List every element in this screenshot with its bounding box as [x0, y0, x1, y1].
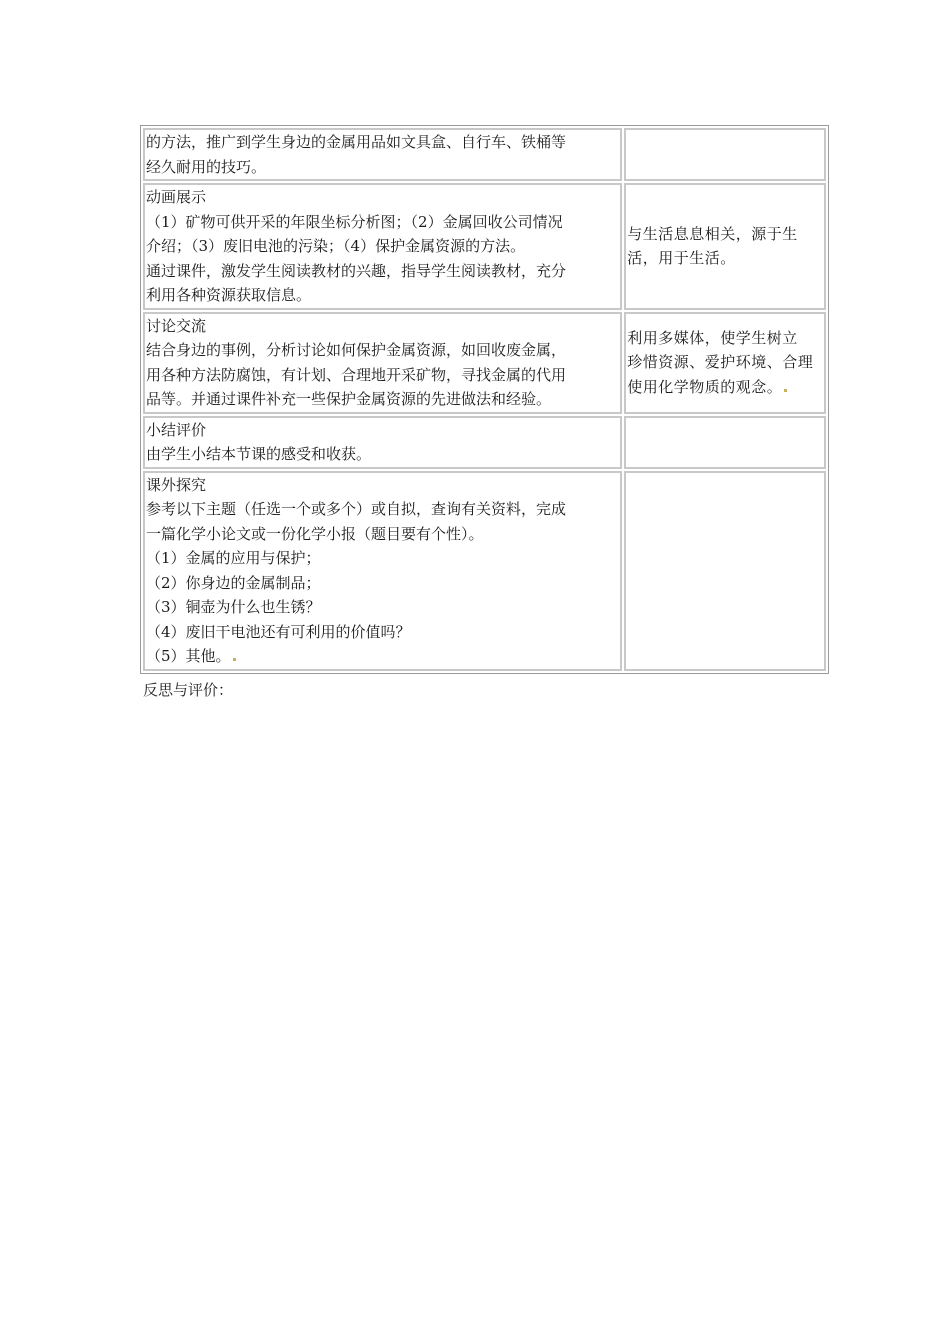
text-line: 动画展示: [146, 188, 207, 206]
reflection-label: 反思与评价：: [143, 681, 234, 699]
text-line: 用各种方法防腐蚀，有计划、合理地开采矿物，寻找金属的代用: [146, 365, 567, 384]
text-line: （4）废旧干电池还有可利用的价值吗？: [146, 622, 411, 641]
table-row: [143, 183, 826, 310]
activity-cell: [143, 416, 622, 469]
text-line: 介绍；（3）废旧电池的污染；（4）保护金属资源的方法。: [146, 237, 526, 255]
text-line: 参考以下主题（任选一个或多个）或自拟，查询有关资料，完成: [146, 500, 567, 518]
text-line: 的方法，推广到学生身边的金属用品如文具盒、自行车、铁桶等: [146, 133, 567, 151]
activity-cell: [143, 183, 622, 310]
text-line: 利用多媒体，使学生树立: [627, 328, 798, 347]
intent-cell: [624, 312, 826, 414]
activity-cell: [143, 471, 622, 671]
activity-cell: [143, 128, 622, 181]
text-line: 结合身边的事例，分析讨论如何保护金属资源，如回收废金属，: [146, 341, 567, 359]
text-line: 与生活息息相关，源于生: [627, 224, 798, 243]
intent-cell: [624, 471, 826, 671]
text-line: 小结评价: [146, 420, 207, 439]
text-line: （1）矿物可供开采的年限坐标分析图；（2）金属回收公司情况: [146, 212, 563, 231]
text-line: 经久耐用的技巧。: [146, 157, 267, 176]
table-row: [143, 128, 826, 181]
marker-dot-icon: [784, 389, 787, 392]
marker-dot-icon: [233, 658, 236, 661]
text-line: 珍惜资源、爱护环境、合理: [627, 353, 814, 371]
text-fragment: （5）其他。: [146, 647, 231, 665]
intent-cell: [624, 416, 826, 469]
text-line: 讨论交流: [146, 316, 207, 335]
text-line: 通过课件，激发学生阅读教材的兴趣，指导学生阅读教材，充分: [146, 261, 567, 280]
text-line: （1）金属的应用与保护；: [146, 549, 321, 567]
text-line: 品等。并通过课件补充一些保护金属资源的先进做法和经验。: [146, 390, 552, 408]
intent-cell: [624, 183, 826, 310]
intent-cell: [624, 128, 826, 181]
text-line: 一篇化学小论文或一份化学小报（题目要有个性）。: [146, 524, 484, 543]
text-line: （3）铜壶为什么也生锈？: [146, 598, 321, 616]
text-line: [627, 375, 823, 400]
text-line: （2）你身边的金属制品；: [146, 573, 321, 592]
activity-cell: [143, 312, 622, 414]
text-line: 活，用于生活。: [627, 249, 736, 268]
text-line: [146, 644, 619, 669]
table-row: [143, 471, 826, 671]
table-row: [143, 416, 826, 469]
text-line: 课外探究: [146, 475, 207, 494]
lesson-plan-table: [140, 125, 829, 674]
text-fragment: 使用化学物质的观念。: [627, 377, 783, 396]
text-line: 由学生小结本节课的感受和收获。: [146, 445, 372, 463]
table-row: [143, 312, 826, 414]
text-line: 利用各种资源获取信息。: [146, 286, 312, 304]
